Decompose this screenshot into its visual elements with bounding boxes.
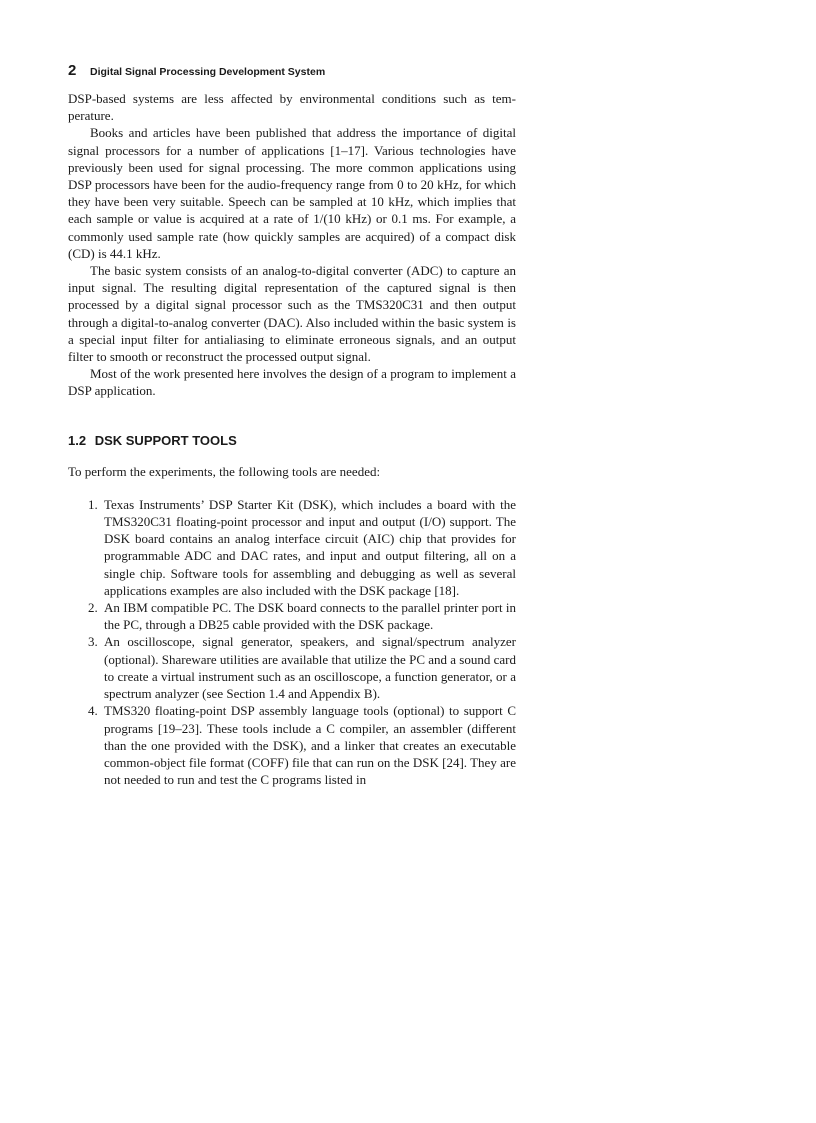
page-content [68,62,516,788]
list-item [68,496,516,599]
list-item-number: 1. [88,496,98,512]
running-title: Digital Signal Processing Development System [90,66,326,78]
list-item [68,702,516,788]
running-header [68,62,516,79]
paragraph: Most of the work presented here involves the design of a program to implement a DSP application. [68,366,516,399]
section-title: DSK SUPPORT TOOLS [94,432,237,448]
tool-list [68,496,516,788]
section-heading [68,433,516,448]
list-item [68,599,516,633]
list-item-text: Texas Instruments’ DSP Starter Kit (DSK), which includes a board with the TMS320C31 floating-point processor and input and output (I/O) support. The DSK board contains an analog interface circuit (AIC) chip that provides for programmable ADC and DAC rates, and input and output filtering, all on a single chip. Software tools for assembling and debugging as well as several applications examples are also included with the DSK package [18]. [104,496,516,598]
list-item-number: 3. [88,634,98,650]
section-intro: To perform the experiments, the following tools are needed: [68,463,381,479]
list-item-text: An oscilloscope, signal generator, speakers, and signal/spectrum analyzer (optional). Shareware utilities are available that utilize the PC and a sound card to create a virtual instrument such as an oscilloscope, a function generator, or a spectrum analyzer (see Section 1.4 and Appendix B). [104,634,516,702]
list-item [68,633,516,702]
list-item-text: TMS320 floating-point DSP assembly language tools (optional) to support C programs [19–23]. These tools include a C compiler, an assembler (different than the one provided with the DSK), and a linker that creates an executable common-object file format (COFF) file that can run on the DSK [24]. They are not needed to run and test the C programs listed in [104,703,516,788]
paragraph: DSP-based systems are less affected by environmental conditions such as temperature. [68,91,516,124]
list-item-number: 2. [88,600,98,616]
section-number: 1.2 [68,432,87,448]
paragraph: Books and articles have been published that address the importance of digital signal processors for a number of applications [1–17]. Various technologies have previously been used for signal processing. The more common applications using DSP processors have been for the audio-frequency range from 0 to 20 kHz, for which they have been very suitable. Speech can be sampled at 10 kHz, which implies that each sample or value is acquired at a rate of 1/(10 kHz) or 0.1 ms. For example, a commonly used sample rate (how quickly samples are acquired) of a compact disk (CD) is 44.1 kHz. [68,125,516,261]
page-number: 2 [68,62,77,79]
list-item-number: 4. [88,703,98,719]
list-item-text: An IBM compatible PC. The DSK board connects to the parallel printer port in the PC, through a DB25 cable provided with the DSK package. [104,600,516,633]
paragraph: The basic system consists of an analog-to-digital converter (ADC) to capture an input signal. The resulting digital representation of the captured signal is then processed by a digital signal processor such as the TMS320C31 and then output through a digital-to-analog converter (DAC). Also included within the basic system is a special input filter for antialiasing to eliminate erroneous signals, and an output filter to smooth or reconstruct the processed output signal. [68,263,516,365]
